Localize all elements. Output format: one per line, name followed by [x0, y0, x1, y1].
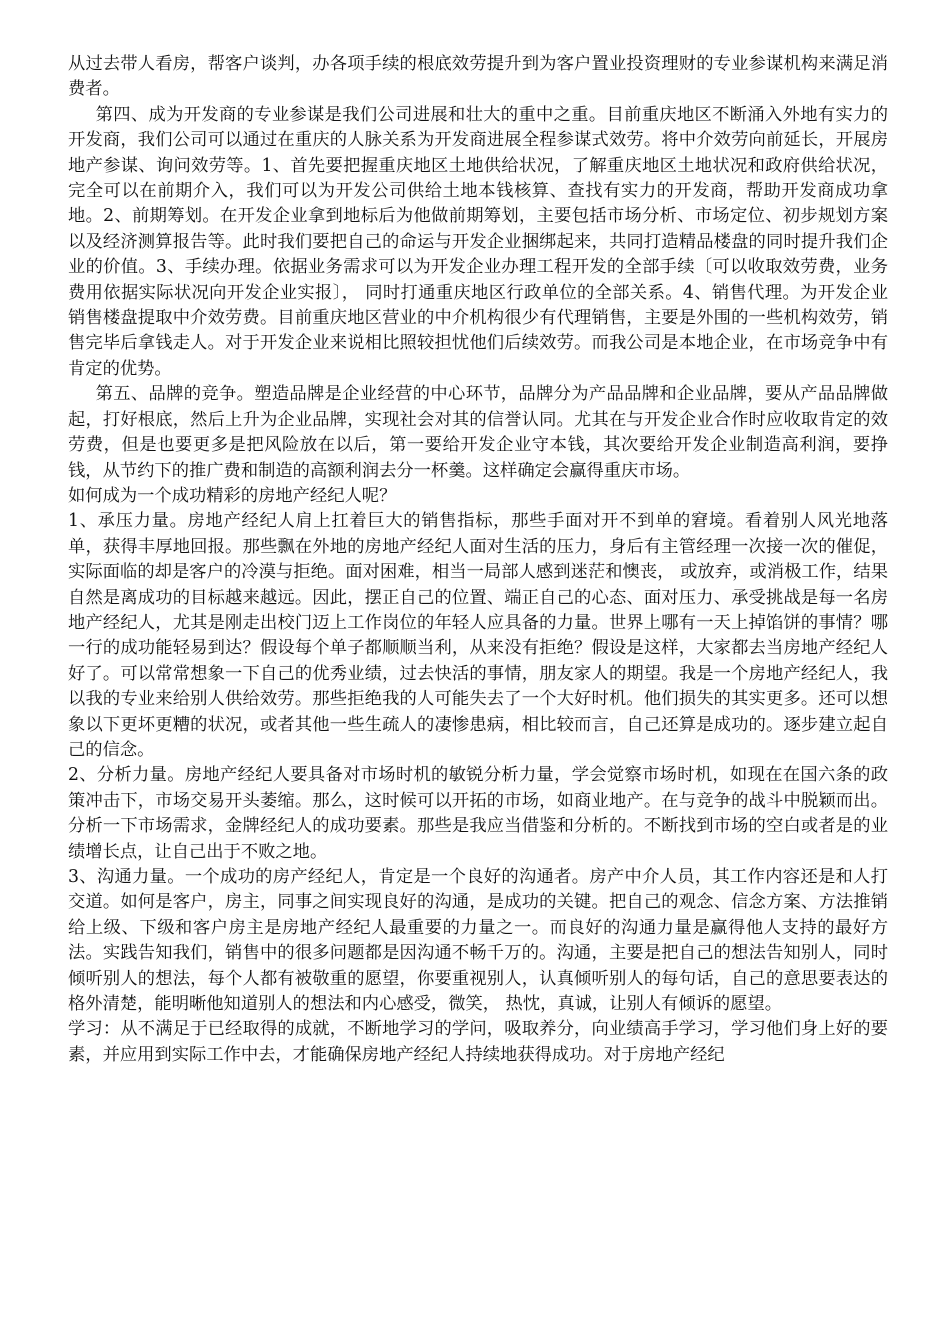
paragraph-intro-continuation: 从过去带人看房，帮客户谈判，办各项手续的根底效劳提升到为客户置业投资理财的专业参谋机构来满足消费者。: [68, 54, 888, 100]
paragraph-learning: 学习：从不满足于已经取得的成就，不断地学习的学问，吸取养分，向业绩高手学习，学习他们身上好的要素，并应用到实际工作中去，才能确保房地产经纪人持续地获得成功。对于房地产经纪: [68, 1019, 888, 1065]
paragraph-brand-competition: 第五、品牌的竞争。塑造品牌是企业经营的中心环节，品牌分为产品品牌和企业品牌，要从产品品牌做起，打好根底，然后上升为企业品牌，实现社会对其的信誉认同。尤其在与开发企业合作时应收取肯定的效劳费，但是也要更多是把风险放在以后，第一要给开发企业守本钱，其次要给开发企业制造高利润，要挣钱，从节约下的推广费和制造的高额利润去分一杯羹。这样确定会赢得重庆市场。: [68, 384, 888, 481]
paragraph-communication-ability: 3、沟通力量。一个成功的房产经纪人，肯定是一个良好的沟通者。房产中介人员，其工作内容还是和人打交道。如何是客户，房主，同事之间实现良好的沟通，是成功的关键。把自己的观念、信念方案、方法推销给上级、下级和客户房主是房地产经纪人最重要的力量之一。而良好的沟通力量是赢得他人支持的最好方法。实践告知我们，销售中的很多问题都是因沟通不畅千万的。沟通，主要是把自己的想法告知别人，同时倾听别人的想法，每个人都有被敬重的愿望，你要重视别人，认真倾听别人的每句话，自己的意思要表达的格外清楚，能明晰他知道别人的想法和内心感受，微笑， 热忱，真诚，让别人有倾诉的愿望。: [68, 867, 888, 1015]
paragraph-analysis-ability: 2、分析力量。房地产经纪人要具备对市场时机的敏锐分析力量，学会觉察市场时机，如现在在国六条的政策冲击下，市场交易开头萎缩。那么，这时候可以开拓的市场，如商业地产。在与竞争的战斗中脱颖而出。分析一下市场需求，金牌经纪人的成功要素。那些是我应当借鉴和分析的。不断找到市场的空白或者是的业绩增长点，让自己出于不败之地。: [68, 765, 888, 862]
section-question-heading: 如何成为一个成功精彩的房地产经纪人呢？: [68, 485, 397, 506]
document-page: [68, 52, 888, 1068]
paragraph-developer-consulting: 第四、成为开发商的专业参谋是我们公司进展和壮大的重中之重。目前重庆地区不断涌入外地有实力的开发商，我们公司可以通过在重庆的人脉关系为开发商进展全程参谋式效劳。将中介效劳向前延长，开展房地产参谋、询问效劳等。1、首先要把握重庆地区土地供给状况，了解重庆地区土地状况和政府供给状况，完全可以在前期介入，我们可以为开发公司供给土地本钱核算、查找有实力的开发商，帮助开发商成功拿地。2、前期筹划。在开发企业拿到地标后为他做前期筹划，主要包括市场分析、市场定位、初步规划方案以及经济测算报告等。此时我们要把自己的命运与开发企业捆绑起来，共同打造精品楼盘的同时提升我们企业的价值。3、手续办理。依据业务需求可以为开发企业办理工程开发的全部手续〔可以收取效劳费，业务费用依据实际状况向开发企业实报〕， 同时打通重庆地区行政单位的全部关系。4、销售代理。为开发企业销售楼盘提取中介效劳费。目前重庆地区营业的中介机构很少有代理销售，主要是外围的一些机构效劳，销售完毕后拿钱走人。对于开发企业来说相比照较担忧他们后续效劳。而我公司是本地企业，在市场竞争中有肯定的优势。: [68, 104, 888, 379]
paragraph-pressure-ability: 1、承压力量。房地产经纪人肩上扛着巨大的销售指标，那些手面对开不到单的窘境。看着别人风光地落单，获得丰厚地回报。那些飘在外地的房地产经纪人面对生活的压力，身后有主管经理一次接一次的催促，实际面临的却是客户的冷漠与拒绝。面对困难，相当一局部人感到迷茫和懊丧， 或放弃，或消极工作，结果自然是离成功的目标越来越远。因此，摆正自己的位置、端正自己的心态、面对压力、承受挑战是每一名房地产经纪人，尤其是刚走出校门迈上工作岗位的年轻人应具备的力量。世界上哪有一天上掉馅饼的事情？哪一行的成功能轻易到达？假设每个单子都顺顺当利，从来没有拒绝？假设是这样，大家都去当房地产经纪人好了。可以常常想象一下自己的优秀业绩，过去快活的事情，朋友家人的期望。我是一个房地产经纪人，我以我的专业来给别人供给效劳。那些拒绝我的人可能失去了一个大好时机。他们损失的其实更多。还可以想象以下更坏更糟的状况，或者其他一些生疏人的凄惨患病，相比较而言，自己还算是成功的。逐步建立起自己的信念。: [68, 511, 888, 760]
